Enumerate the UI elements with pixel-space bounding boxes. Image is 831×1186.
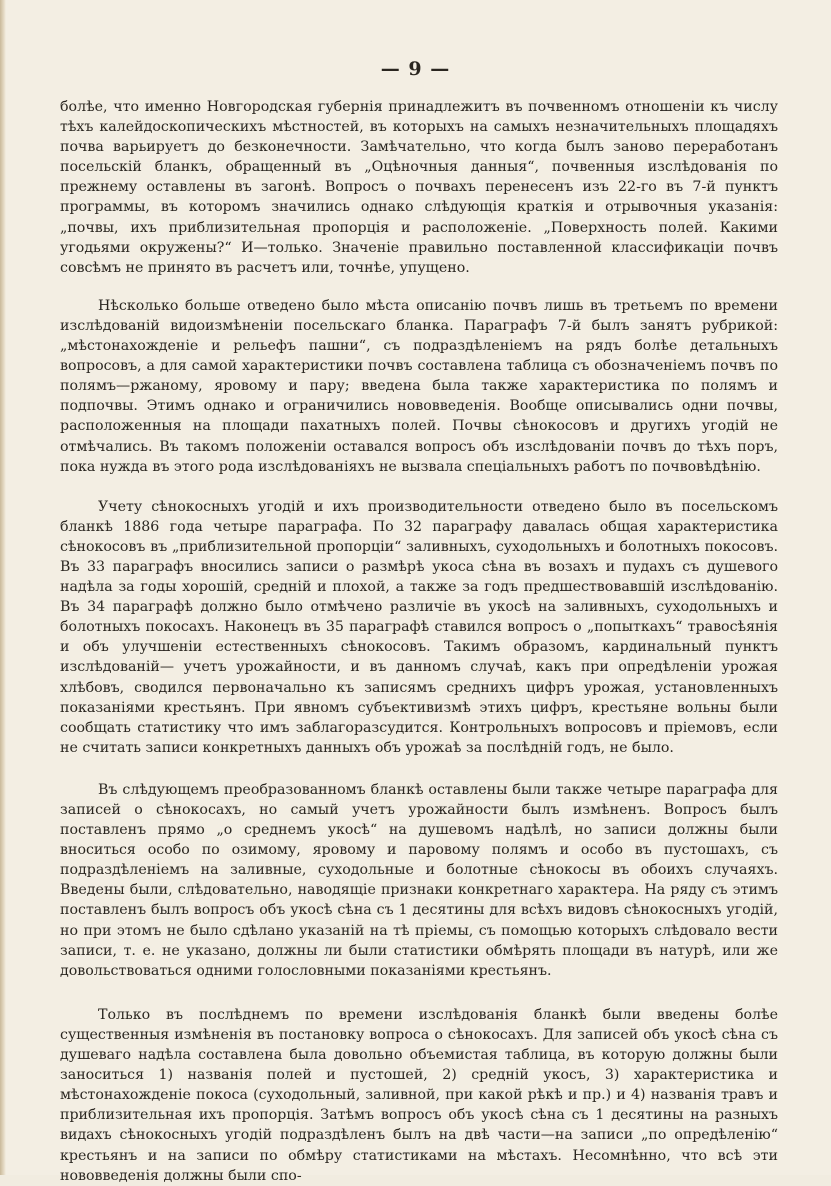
body-text xyxy=(60,97,778,1186)
paragraph-2: Нѣсколько больше отведено было мѣста описанію почвъ лишь въ третьемъ по времени изслѣдованій видоизмѣненіи посельскаго бланка. Параграфъ 7-й былъ занятъ рубрикой: „мѣстонахожденіе и рельефъ пашни“, съ подраздѣленіемъ на рядъ болѣе детальныхъ вопросовъ, а для самой характеристики почвъ составлена таблица съ обозначеніемъ почвъ по полямъ—ржаному, яровому и пару; введена была также характеристика по полямъ и подпочвы. Этимъ однако и ограничились нововведенія. Вообще описывались одни почвы, расположенныя на площади пахатныхъ полей. Почвы сѣнокосовъ и другихъ угодій не отмѣчались. Въ такомъ положеніи оставался вопросъ объ изслѣдованіи почвъ до тѣхъ поръ, пока нужда въ этого рода изслѣдованіяхъ не вызвала спеціальныхъ работъ по почвовѣдѣнію. xyxy=(60,297,778,475)
paragraph-3: Учету сѣнокосныхъ угодій и ихъ производительности отведено было въ посельскомъ бланкѣ 1886 года четыре параграфа. По 32 параграфу давалась общая характеристика сѣнокосовъ въ „приблизительной пропорціи“ заливныхъ, суходольныхъ и болотныхъ покосовъ. Въ 33 параграфъ вносились записи о размѣрѣ укоса сѣна въ возахъ и пудахъ съ душевого надѣла за годы хорошій, средній и плохой, а также за годъ предшествовавшій изслѣдованію. Въ 34 параграфѣ должно было отмѣчено различіе въ укосѣ на заливныхъ, суходольныхъ и болотныхъ покосахъ. Наконецъ въ 35 параграфѣ ставился вопросъ о „попыткахъ“ травосѣянія и объ улучшеніи естественныхъ сѣнокосовъ. Такимъ образомъ, кардинальный пунктъ изслѣдованій— учетъ урожайности, и въ данномъ случаѣ, какъ при опредѣленіи урожая хлѣбовъ, сводился первоначально къ записямъ среднихъ цифръ урожая, установленныхъ показаніями крестьянъ. При явномъ субъективизмѣ этихъ цифръ, крестьяне вольны были сообщать статистику что имъ заблагоразсудится. Контрольныхъ вопросовъ и пріемовъ, если не считать записи конкретныхъ данныхъ объ урожаѣ за послѣдній годъ, не было. xyxy=(60,498,778,756)
paragraph-5: Только въ послѣднемъ по времени изслѣдованія бланкѣ были введены болѣе существенныя измѣненія въ постановку вопроса о сѣнокосахъ. Для записей объ укосѣ сѣна съ душеваго надѣла составлена была довольно объемистая таблица, въ которую должны были заноситься 1) названія полей и пустошей, 2) средній укосъ, 3) характеристика и мѣстонахожденіе покоса (суходольный, заливной, при какой рѣкѣ и пр.) и 4) названія травъ и приблизительная ихъ пропорція. Затѣмъ вопросъ объ укосѣ сѣна съ 1 десятины на разныхъ видахъ сѣнокосныхъ угодій подраздѣленъ былъ на двѣ части—на записи „по опредѣленію“ крестьянъ и на записи по обмѣру статистиками на мѣстахъ. Несомнѣнно, что всѣ эти нововведенія должны были спо- xyxy=(60,1006,778,1184)
page-binding-edge xyxy=(0,0,6,1175)
page-number: — 9 — xyxy=(380,58,451,80)
paragraph-1: болѣе, что именно Новгородская губернія принадлежитъ въ почвенномъ отношеніи къ числу тѣхъ калейдоскопическихъ мѣстностей, въ которыхъ на самыхъ незначительныхъ площадяхъ почва варьируетъ до безконечности. Замѣчательно, что когда былъ заново переработанъ посельскій бланкъ, обращенный въ „Оцѣночныя данныя“, почвенныя изслѣдованія по прежнему оставлены въ загонѣ. Вопросъ о почвахъ перенесенъ изъ 22-го въ 7-й пунктъ программы, въ которомъ значились однако слѣдующія краткія и отрывочныя указанія: „почвы, ихъ приблизительная пропорція и расположеніе. „Поверхность полей. Какими угодьями окружены?“ И—только. Значеніе правильно поставленной классификаціи почвъ совсѣмъ не принято въ расчетъ или, точнѣе, упущено. xyxy=(60,99,778,276)
paragraph-4: Въ слѣдующемъ преобразованномъ бланкѣ оставлены были также четыре параграфа для записей о сѣнокосахъ, но самый учетъ урожайности былъ измѣненъ. Вопросъ былъ поставленъ прямо „о среднемъ укосѣ“ на душевомъ надѣлѣ, но записи должны были вноситься особо по озимому, яровому и паровому полямъ и особо въ пустошахъ, съ подраздѣленіемъ на заливные, суходольные и болотные сѣнокосы въ обоихъ случаяхъ. Введены были, слѣдовательно, наводящіе признаки конкретнаго характера. На ряду съ этимъ поставленъ былъ вопросъ объ укосѣ сѣна съ 1 десятины для всѣхъ видовъ сѣнокосныхъ угодій, но при этомъ не было сдѣлано указаній на тѣ пріемы, съ помощью которыхъ слѣдовало вести записи, т. е. не указано, должны ли были статистики обмѣрять площади въ натурѣ, или же довольствоваться одними голословными показаніями крестьянъ. xyxy=(60,781,778,979)
